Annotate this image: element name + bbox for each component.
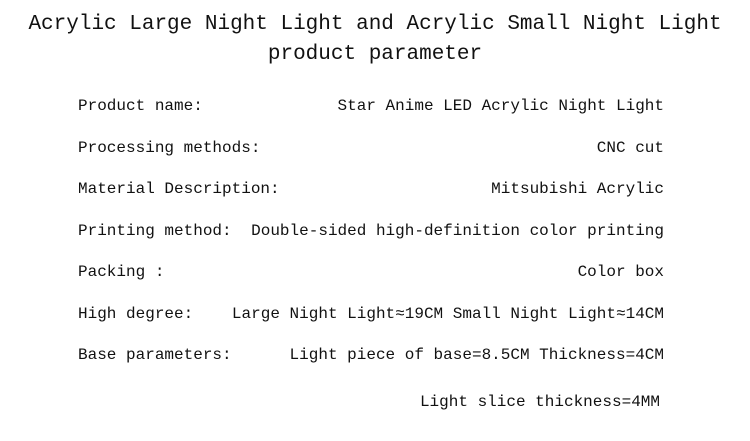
- title-line-2: product parameter: [267, 43, 483, 66]
- param-value: CNC cut: [596, 139, 664, 157]
- param-label: High degree:: [78, 305, 194, 323]
- param-label: Processing methods:: [78, 139, 261, 157]
- param-label: Product name:: [78, 97, 203, 115]
- param-row-slice-thickness: [78, 392, 660, 412]
- param-label: Packing :: [78, 263, 165, 281]
- param-value: Color box: [577, 263, 664, 281]
- param-label: Material Description:: [78, 180, 280, 198]
- param-label: Printing method:: [78, 222, 232, 240]
- param-row-processing: [78, 138, 664, 158]
- param-row-printing: [78, 221, 664, 241]
- title-line-1: Acrylic Large Night Light and Acrylic Small Night Light: [28, 13, 722, 36]
- param-value: Mitsubishi Acrylic: [491, 180, 664, 198]
- param-row-packing: [78, 262, 664, 282]
- param-value: Light piece of base=8.5CM Thickness=4CM: [289, 346, 664, 364]
- param-row-base: [78, 345, 664, 365]
- param-label: Base parameters:: [78, 346, 232, 364]
- param-row-product-name: [78, 96, 664, 116]
- param-value: Star Anime LED Acrylic Night Light: [337, 97, 664, 115]
- param-row-height: [78, 304, 664, 324]
- param-row-material: [78, 179, 664, 199]
- param-value: Large Night Light≈19CM Small Night Light≈14CM: [231, 305, 664, 323]
- param-value: Light slice thickness=4MM: [419, 393, 660, 411]
- param-value: Double-sided high-definition color printing: [251, 222, 664, 240]
